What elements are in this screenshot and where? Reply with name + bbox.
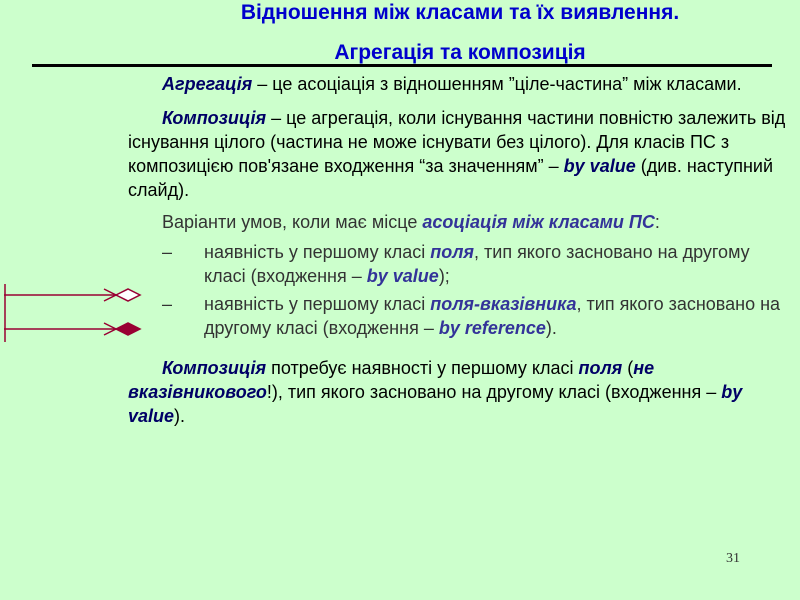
composition-requirement bbox=[128, 356, 788, 428]
title-line-1: Відношення між класами та їх виявлення. bbox=[240, 1, 680, 24]
composition-arrow-icon bbox=[4, 323, 140, 335]
aggregation-definition bbox=[128, 72, 788, 96]
requirement-text: потребує наявності у першому класі bbox=[266, 358, 579, 378]
variants-intro bbox=[128, 210, 788, 234]
bullet-text-mid: , тип якого засновано на другому класі (входження – bbox=[204, 242, 750, 286]
page-number: 31 bbox=[726, 551, 740, 566]
pointer-field-term: поля-вказівника bbox=[430, 294, 577, 314]
by-value-term: by value bbox=[128, 382, 743, 426]
not-pointer-term: не вказівникового bbox=[128, 358, 655, 402]
association-term: асоціація між класами ПС bbox=[422, 212, 655, 232]
requirement-paren: ( bbox=[622, 358, 634, 378]
by-reference-term: by reference bbox=[438, 318, 546, 338]
aggregation-term: Агрегація bbox=[162, 74, 253, 94]
bullet-text-end: ); bbox=[438, 266, 450, 286]
bullet-text: наявність у першому класі bbox=[204, 294, 431, 314]
requirement-text-mid: !), тип якого засновано на другому класі (входження – bbox=[266, 382, 722, 402]
aggregation-arrow-icon bbox=[4, 289, 140, 301]
bullet-text-end: ). bbox=[545, 318, 557, 338]
by-value-term: by value bbox=[563, 156, 636, 176]
composition-term: Композиція bbox=[162, 358, 267, 378]
variants-list bbox=[128, 240, 788, 340]
field-term: поля bbox=[430, 242, 475, 262]
slide-body bbox=[128, 72, 788, 428]
composition-text-end: (див. наступний слайд). bbox=[128, 156, 774, 200]
slide-title bbox=[120, 0, 800, 73]
composition-text: – це агрегація, коли існування частини повністю залежить від існування цілого (частина не може існувати без цілого). Для класів ПС з композицією пов'язане входження “за значенням” – bbox=[128, 108, 786, 176]
uml-association-diagram bbox=[4, 280, 144, 346]
list-item bbox=[162, 240, 788, 288]
title-divider bbox=[32, 64, 772, 67]
requirement-text-end: ). bbox=[174, 406, 186, 426]
composition-definition bbox=[128, 106, 788, 202]
list-item bbox=[162, 292, 788, 340]
title-line-2: Агрегація та композиція bbox=[334, 41, 586, 64]
bullet-text-mid: , тип якого засновано на другому класі (входження – bbox=[204, 294, 781, 338]
composition-term: Композиція bbox=[162, 108, 267, 128]
field-term: поля bbox=[578, 358, 623, 378]
bullet-text: наявність у першому класі bbox=[204, 242, 431, 262]
dash-bullet: – bbox=[162, 294, 173, 314]
variants-text: Варіанти умов, коли має місце bbox=[162, 212, 423, 232]
variants-text-end: : bbox=[654, 212, 660, 232]
by-value-term: by value bbox=[366, 266, 439, 286]
dash-bullet: – bbox=[162, 242, 173, 262]
aggregation-text: – це асоціація з відношенням ”ціле-частина” між класами. bbox=[252, 74, 742, 94]
